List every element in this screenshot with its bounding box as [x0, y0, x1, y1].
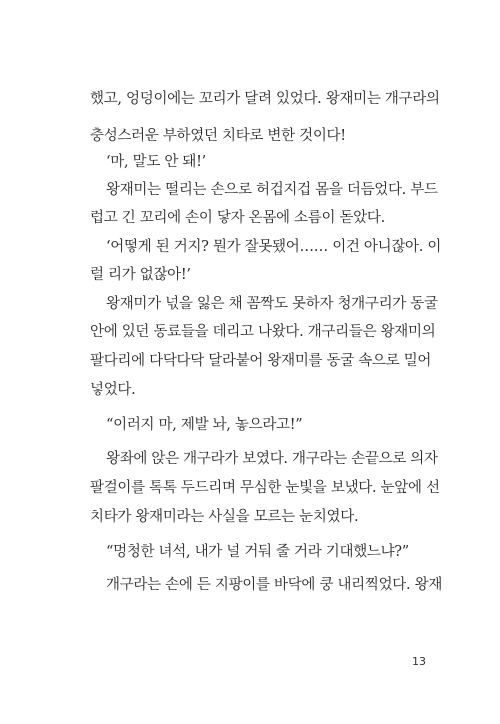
text-line: 했고, 엉덩이에는 꼬리가 달려 있었다. 왕재미는 개구라의 [90, 91, 440, 107]
text-line: 왕재미가 넋을 잃은 채 꼼짝도 못하자 청개구리가 동굴 [106, 296, 438, 312]
text-line: ‘어떻게 된 거지? 뭔가 잘못됐어…… 이건 아니잖아. 이 [106, 239, 442, 255]
text-line: 팔걸이를 톡톡 두드리며 무심한 눈빛을 보냈다. 눈앞에 선 [90, 480, 440, 496]
text-line: 안에 있던 동료들을 데리고 나왔다. 개구리들은 왕재미의 [90, 324, 436, 340]
text-line: 충성스러운 부하였던 치타로 변한 것이다! [90, 128, 346, 144]
text-line: 왕좌에 앉은 개구라가 보였다. 개구라는 손끝으로 의자 [106, 451, 438, 467]
page-number: 13 [412, 655, 426, 668]
text-line: 럽고 긴 꼬리에 손이 닿자 온몸에 소름이 돋았다. [90, 210, 385, 226]
text-line: 왕재미는 떨리는 손으로 허겁지겁 몸을 더듬었다. 부드 [106, 182, 438, 198]
text-line: 치타가 왕재미라는 사실을 모르는 눈치였다. [90, 509, 359, 525]
text-line: 개구라는 손에 든 지팡이를 바닥에 쿵 내리찍었다. 왕재 [106, 577, 443, 593]
text-line: 럴 리가 없잖아!’ [90, 267, 191, 283]
text-line: “이러지 마, 제발 놔, 놓으라고!” [106, 417, 303, 433]
text-line: ‘마, 말도 안 돼!’ [106, 154, 206, 170]
text-line: 팔다리에 다닥다닥 달라붙어 왕재미를 동굴 속으로 밀어 [90, 353, 432, 369]
text-line: “멍청한 녀석, 내가 널 거둬 줄 거라 기대했느냐?” [106, 544, 409, 560]
text-line: 넣었다. [90, 382, 136, 398]
